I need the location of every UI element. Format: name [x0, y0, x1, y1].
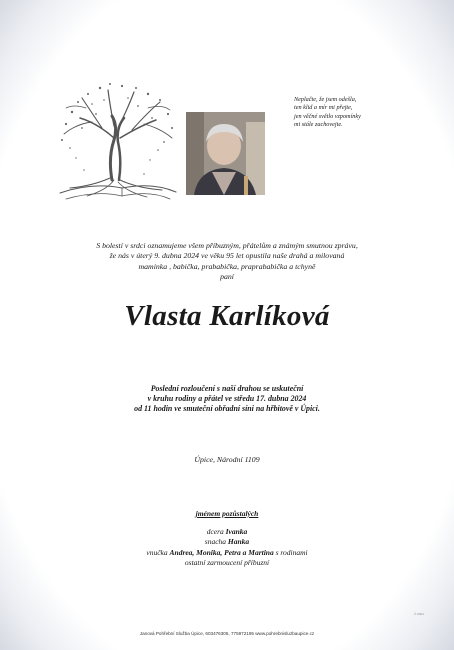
relative-name: Ivanka	[225, 527, 248, 537]
funeral-service-footer: Janová Pohřební Služba Úpice, 603476305, 775972195 www.pohrebnisluzbaupice.cz	[139, 631, 315, 636]
poem-line: jen věčné světlo vzpomínky	[294, 112, 361, 120]
funeral-line: Poslední rozloučení s naší drahou se uskuteční	[150, 384, 304, 393]
portrait-photo	[186, 112, 265, 195]
family-line-daughter-in-law	[0, 537, 454, 547]
announcement-line: S bolestí v srdci oznamujeme všem příbuzným, přátelům a známým smutnou zprávu,	[96, 241, 358, 250]
poem-line: ten klid a mír mi přejte,	[294, 104, 353, 112]
address: Úpice, Národní 1109	[194, 455, 260, 464]
relation-label: dcera	[206, 527, 224, 537]
announcement-line: paní	[220, 271, 234, 281]
deceased-name: Vlasta Karlíková	[124, 300, 330, 332]
funeral-line: v kruhu rodiny a přátel ve středu 17. dubna 2024	[147, 394, 307, 404]
relation-label: vnučka	[146, 547, 168, 557]
relative-name: Andrea, Monika, Petra a Martina	[169, 547, 274, 557]
tree-of-life-icon	[52, 78, 182, 210]
poem-line: Neplačte, že jsem odešla,	[294, 96, 357, 103]
corner-mark: © 2024	[414, 612, 424, 616]
relation-label: snacha	[204, 537, 227, 547]
family-heading: jménem pozůstalých	[195, 509, 259, 518]
announcement-line: že nás v úterý 9. dubna 2024 ve věku 95 let opustila naše drahá a milovaná	[109, 251, 345, 261]
announcement-line: maminka , babička, prababička, praprababička a tchyně	[138, 261, 316, 271]
family-line-daughter	[0, 527, 454, 537]
family-line-granddaughters	[0, 548, 454, 558]
bereaved-family	[0, 509, 454, 568]
relation-suffix: s rodinami	[275, 547, 308, 557]
death-announcement	[30, 241, 424, 282]
family-line-others: ostatní zarmoucení příbuzní	[184, 557, 270, 567]
relative-name: Hanka	[227, 537, 250, 547]
funeral-details	[0, 384, 454, 415]
poem-line: mi stále zachovejte.	[294, 120, 343, 128]
memorial-poem	[294, 96, 424, 129]
funeral-line: od 11 hodin ve smuteční obřadní síni na hřbitově v Úpici.	[134, 404, 320, 414]
